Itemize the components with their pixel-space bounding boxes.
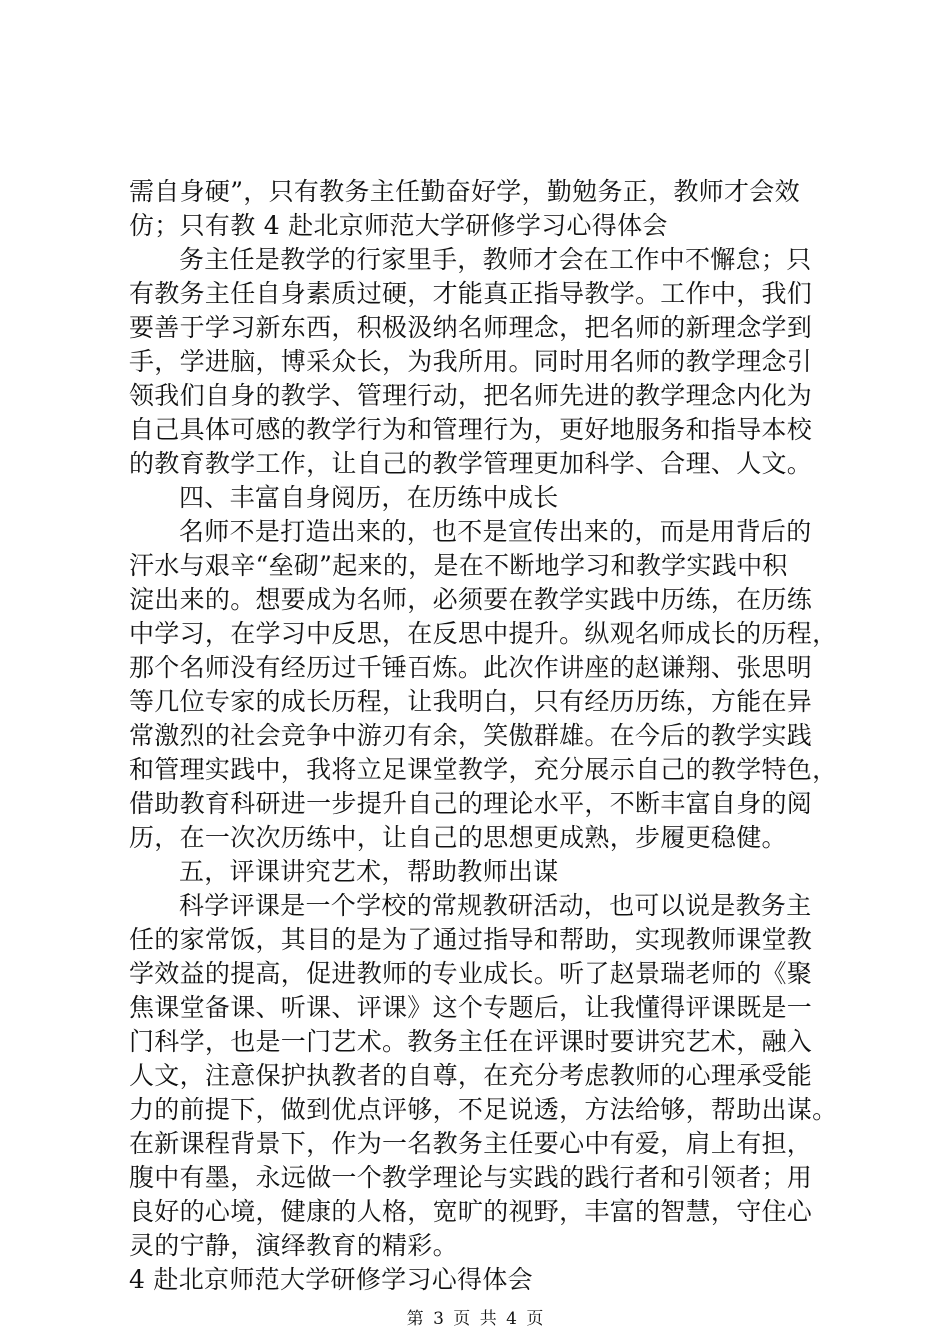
- body-text-line: 腹中有墨，永远做一个教学理论与实践的践行者和引领者；用: [129, 1163, 813, 1192]
- body-text-line: 那个名师没有经历过千锤百炼。此次作讲座的赵谦翔、张思明: [129, 653, 813, 682]
- body-text-line: 力的前提下，做到优点评够，不足说透，方法给够，帮助出谋。: [129, 1095, 838, 1124]
- body-text-line: 和管理实践中，我将立足课堂教学，充分展示自己的教学特色，: [129, 755, 838, 784]
- section-heading: 四、丰富自身阅历，在历练中成长: [179, 483, 559, 512]
- body-text-line: 的教育教学工作，让自己的教学管理更加科学、合理、人文。: [129, 449, 813, 478]
- body-text-line: 灵的宁静，演绎教育的精彩。: [129, 1231, 458, 1260]
- body-text-line: 人文，注意保护执教者的自尊，在充分考虑教师的心理承受能: [129, 1061, 813, 1090]
- body-text-line: 务主任是教学的行家里手，教师才会在工作中不懈怠；只: [179, 245, 812, 274]
- page-number: 第 3 页 共 4 页: [406, 1309, 544, 1329]
- body-text-line: 要善于学习新东西，积极汲纳名师理念，把名师的新理念学到: [129, 313, 813, 342]
- body-text-line: 仿；只有教 4 赴北京师范大学研修学习心得体会: [129, 211, 668, 240]
- body-text-line: 4 赴北京师范大学研修学习心得体会: [129, 1265, 533, 1294]
- body-text-line: 门科学，也是一门艺术。教务主任在评课时要讲究艺术，融入: [129, 1027, 813, 1056]
- body-text-line: 历，在一次次历练中，让自己的思想更成熟，步履更稳健。: [129, 823, 787, 852]
- body-text-line: 学效益的提高，促进教师的专业成长。听了赵景瑞老师的《聚: [129, 959, 813, 988]
- body-text-line: 借助教育科研进一步提升自己的理论水平，不断丰富自身的阅: [129, 789, 813, 818]
- body-text-line: 自己具体可感的教学行为和管理行为，更好地服务和指导本校: [129, 415, 813, 444]
- body-text-line: 汗水与艰辛“垒砌”起来的，是在不断地学习和教学实践中积: [129, 551, 788, 580]
- body-text-line: 有教务主任自身素质过硬，才能真正指导教学。工作中，我们: [129, 279, 813, 308]
- body-text-line: 焦课堂备课、听课、评课》这个专题后，让我懂得评课既是一: [129, 993, 813, 1022]
- body-text-line: 中学习，在学习中反思，在反思中提升。纵观名师成长的历程，: [129, 619, 838, 648]
- body-text-line: 领我们自身的教学、管理行动，把名师先进的教学理念内化为: [129, 381, 813, 410]
- body-text-line: 在新课程背景下，作为一名教务主任要心中有爱，肩上有担，: [129, 1129, 813, 1158]
- body-text-line: 需自身硬”，只有教务主任勤奋好学，勤勉务正，教师才会效: [129, 177, 800, 206]
- section-heading: 五，评课讲究艺术，帮助教师出谋: [179, 857, 559, 886]
- body-text-line: 等几位专家的成长历程，让我明白，只有经历历练，方能在异: [129, 687, 813, 716]
- body-text-line: 淀出来的。想要成为名师，必须要在教学实践中历练，在历练: [129, 585, 813, 614]
- body-text-line: 名师不是打造出来的，也不是宣传出来的，而是用背后的: [179, 517, 812, 546]
- body-text-line: 常激烈的社会竞争中游刃有余，笑傲群雄。在今后的教学实践: [129, 721, 813, 750]
- body-text-line: 任的家常饭，其目的是为了通过指导和帮助，实现教师课堂教: [129, 925, 813, 954]
- body-text-line: 手，学进脑，博采众长，为我所用。同时用名师的教学理念引: [129, 347, 813, 376]
- body-text-line: 科学评课是一个学校的常规教研活动，也可以说是教务主: [179, 891, 812, 920]
- body-text-line: 良好的心境，健康的人格，宽旷的视野，丰富的智慧，守住心: [129, 1197, 813, 1226]
